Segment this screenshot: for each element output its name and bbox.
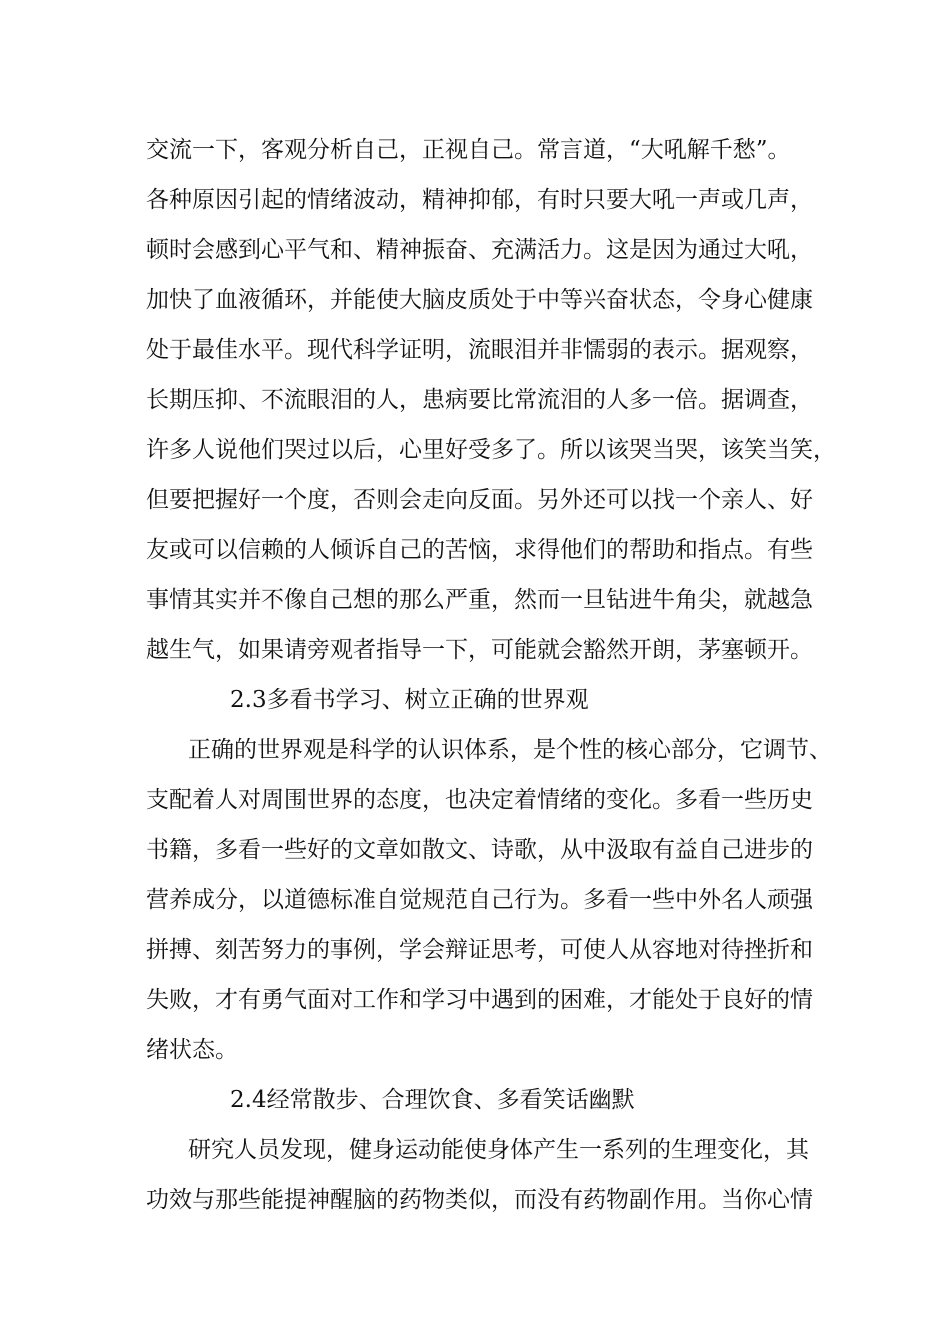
body-line: 事情其实并不像自己想的那么严重，然而一旦钻进牛角尖，就越急 [146,587,813,613]
body-line: 支配着人对周围世界的态度，也决定着情绪的变化。多看一些历史 [146,787,813,813]
section-heading: 2.4经常散步、合理饮食、多看笑话幽默 [230,1087,635,1113]
body-line: 正确的世界观是科学的认识体系，是个性的核心部分，它调节、 [188,737,832,763]
body-line: 处于最佳水平。现代科学证明，流眼泪并非懦弱的表示。据观察， [146,337,813,363]
body-line: 越生气，如果请旁观者指导一下，可能就会豁然开朗，茅塞顿开。 [146,637,813,663]
body-line: 各种原因引起的情绪波动，精神抑郁，有时只要大吼一声或几声， [146,187,813,213]
body-line: 加快了血液循环，并能使大脑皮质处于中等兴奋状态，令身心健康 [146,287,813,313]
body-line: 顿时会感到心平气和、精神振奋、充满活力。这是因为通过大吼， [146,237,813,263]
body-line: 长期压抑、不流眼泪的人，患病要比常流泪的人多一倍。据调查， [146,387,813,413]
body-line: 失败，才有勇气面对工作和学习中遇到的困难，才能处于良好的情 [146,987,813,1013]
section-heading: 2.3多看书学习、树立正确的世界观 [230,687,589,713]
body-line: 许多人说他们哭过以后，心里好受多了。所以该哭当哭，该笑当笑， [146,437,836,463]
body-line: 研究人员发现，健身运动能使身体产生一系列的生理变化，其 [188,1137,809,1163]
body-line: 绪状态。 [146,1037,238,1063]
body-line: 交流一下，客观分析自己，正视自己。常言道，“大吼解千愁”。 [146,137,791,163]
body-line: 营养成分，以道德标准自觉规范自己行为。多看一些中外名人顽强 [146,887,813,913]
body-line: 友或可以信赖的人倾诉自己的苦恼，求得他们的帮助和指点。有些 [146,537,813,563]
body-line: 书籍，多看一些好的文章如散文、诗歌，从中汲取有益自己进步的 [146,837,813,863]
body-line: 但要把握好一个度，否则会走向反面。另外还可以找一个亲人、好 [146,487,813,513]
body-line: 拼搏、刻苦努力的事例，学会辩证思考，可使人从容地对待挫折和 [146,937,813,963]
body-line: 功效与那些能提神醒脑的药物类似，而没有药物副作用。当你心情 [146,1187,813,1213]
